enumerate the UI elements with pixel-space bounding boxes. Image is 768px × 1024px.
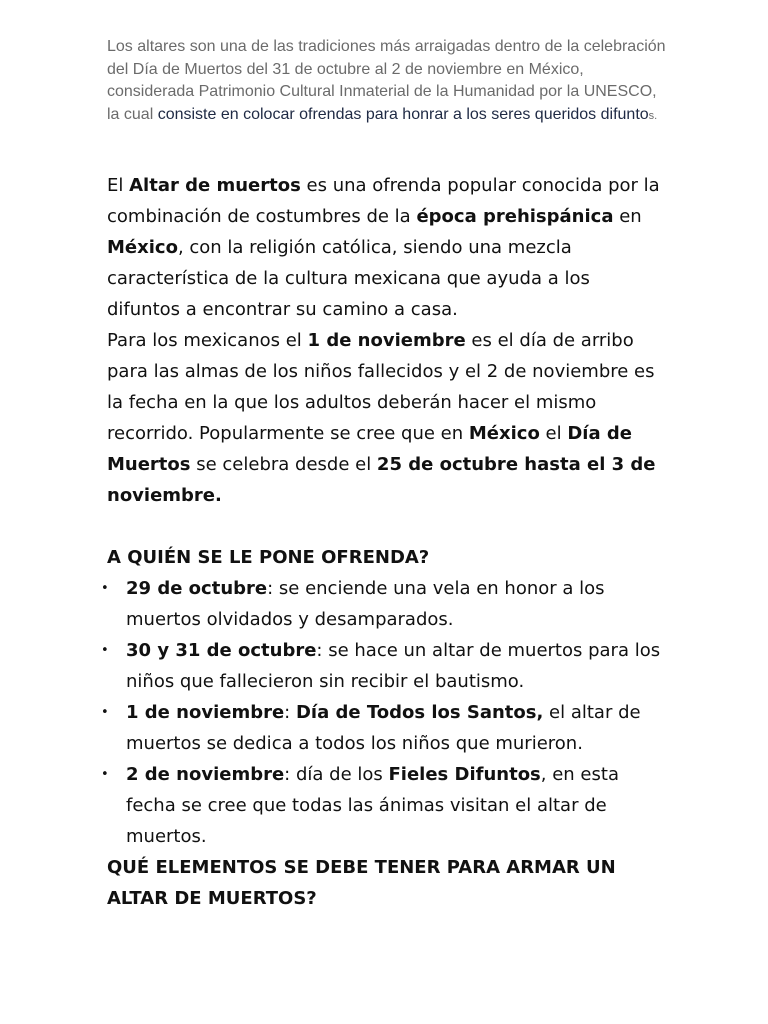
- ofrenda-list: [107, 573, 667, 852]
- intro-text: Los altares son una de las tradiciones más arraigadas dentro de la celebración del Día de Muertos del 31 de octubre al 2 de noviembre en México, considerada Patrimonio Cultural Inmaterial de la Humanidad por la UNESCO, la cual: [107, 38, 666, 123]
- text: es una ofrenda popular conocida por la combinación de costumbres de la: [107, 175, 660, 227]
- bold-text: 1 de noviembre: [126, 702, 285, 723]
- bold-text: Día de Muertos: [107, 423, 632, 475]
- bold-text: 2 de noviembre: [126, 764, 285, 785]
- list-item: [107, 759, 667, 852]
- text: en: [613, 206, 642, 227]
- list-item: [107, 635, 667, 697]
- text: el: [539, 423, 568, 444]
- text: :: [284, 702, 296, 723]
- text: , con la religión católica, siendo una mezcla característica de la cultura mexicana que ayuda a los difuntos a encontrar su camino a casa.: [107, 237, 590, 320]
- main-content: [107, 170, 667, 914]
- text: Para los mexicanos el: [107, 330, 308, 351]
- intro-highlight: consiste en colocar ofrendas para honrar a los seres queridos difunto: [157, 105, 649, 123]
- paragraph-fechas: [107, 325, 667, 511]
- text: el altar de muertos se dedica a todos los niños que murieron.: [126, 702, 641, 754]
- list-item: [107, 697, 667, 759]
- bold-text: 1 de noviembre: [307, 330, 466, 351]
- text: , en esta fecha se cree que todas las ánimas visitan el altar de muertos.: [126, 764, 619, 847]
- text: El: [107, 175, 130, 196]
- text: : se enciende una vela en honor a los muertos olvidados y desamparados.: [126, 578, 605, 630]
- bold-text: 25 de octubre hasta el 3 de noviembre.: [107, 454, 656, 506]
- text: : se hace un altar de muertos para los niños que fallecieron sin recibir el bautismo.: [126, 640, 661, 692]
- heading-elementos: QUÉ ELEMENTOS SE DEBE TENER PARA ARMAR UN ALTAR DE MUERTOS?: [107, 857, 616, 909]
- text: : día de los: [284, 764, 389, 785]
- bold-text: Día de Todos los Santos,: [295, 702, 544, 723]
- list-item: [107, 573, 667, 635]
- intro-paragraph: [107, 36, 667, 127]
- document-page: [107, 36, 667, 914]
- text: se celebra desde el: [190, 454, 377, 475]
- heading-ofrenda: A QUIÉN SE LE PONE OFRENDA?: [107, 547, 430, 568]
- bold-text: México: [107, 237, 178, 258]
- bold-text: México: [468, 423, 540, 444]
- text: es el día de arribo para las almas de los niños fallecidos y el 2 de noviembre es la fecha en la que los adultos deberán hacer el mismo recorrido. Popularmente se cree que en: [107, 330, 655, 444]
- bold-text: época prehispánica: [416, 206, 614, 227]
- bold-text: Fieles Difuntos: [388, 764, 541, 785]
- bold-text: 30 y 31 de octubre: [126, 640, 317, 661]
- bold-text: Altar de muertos: [129, 175, 301, 196]
- bold-text: 29 de octubre: [126, 578, 268, 599]
- intro-end: s.: [648, 109, 658, 122]
- paragraph-altar: [107, 170, 667, 325]
